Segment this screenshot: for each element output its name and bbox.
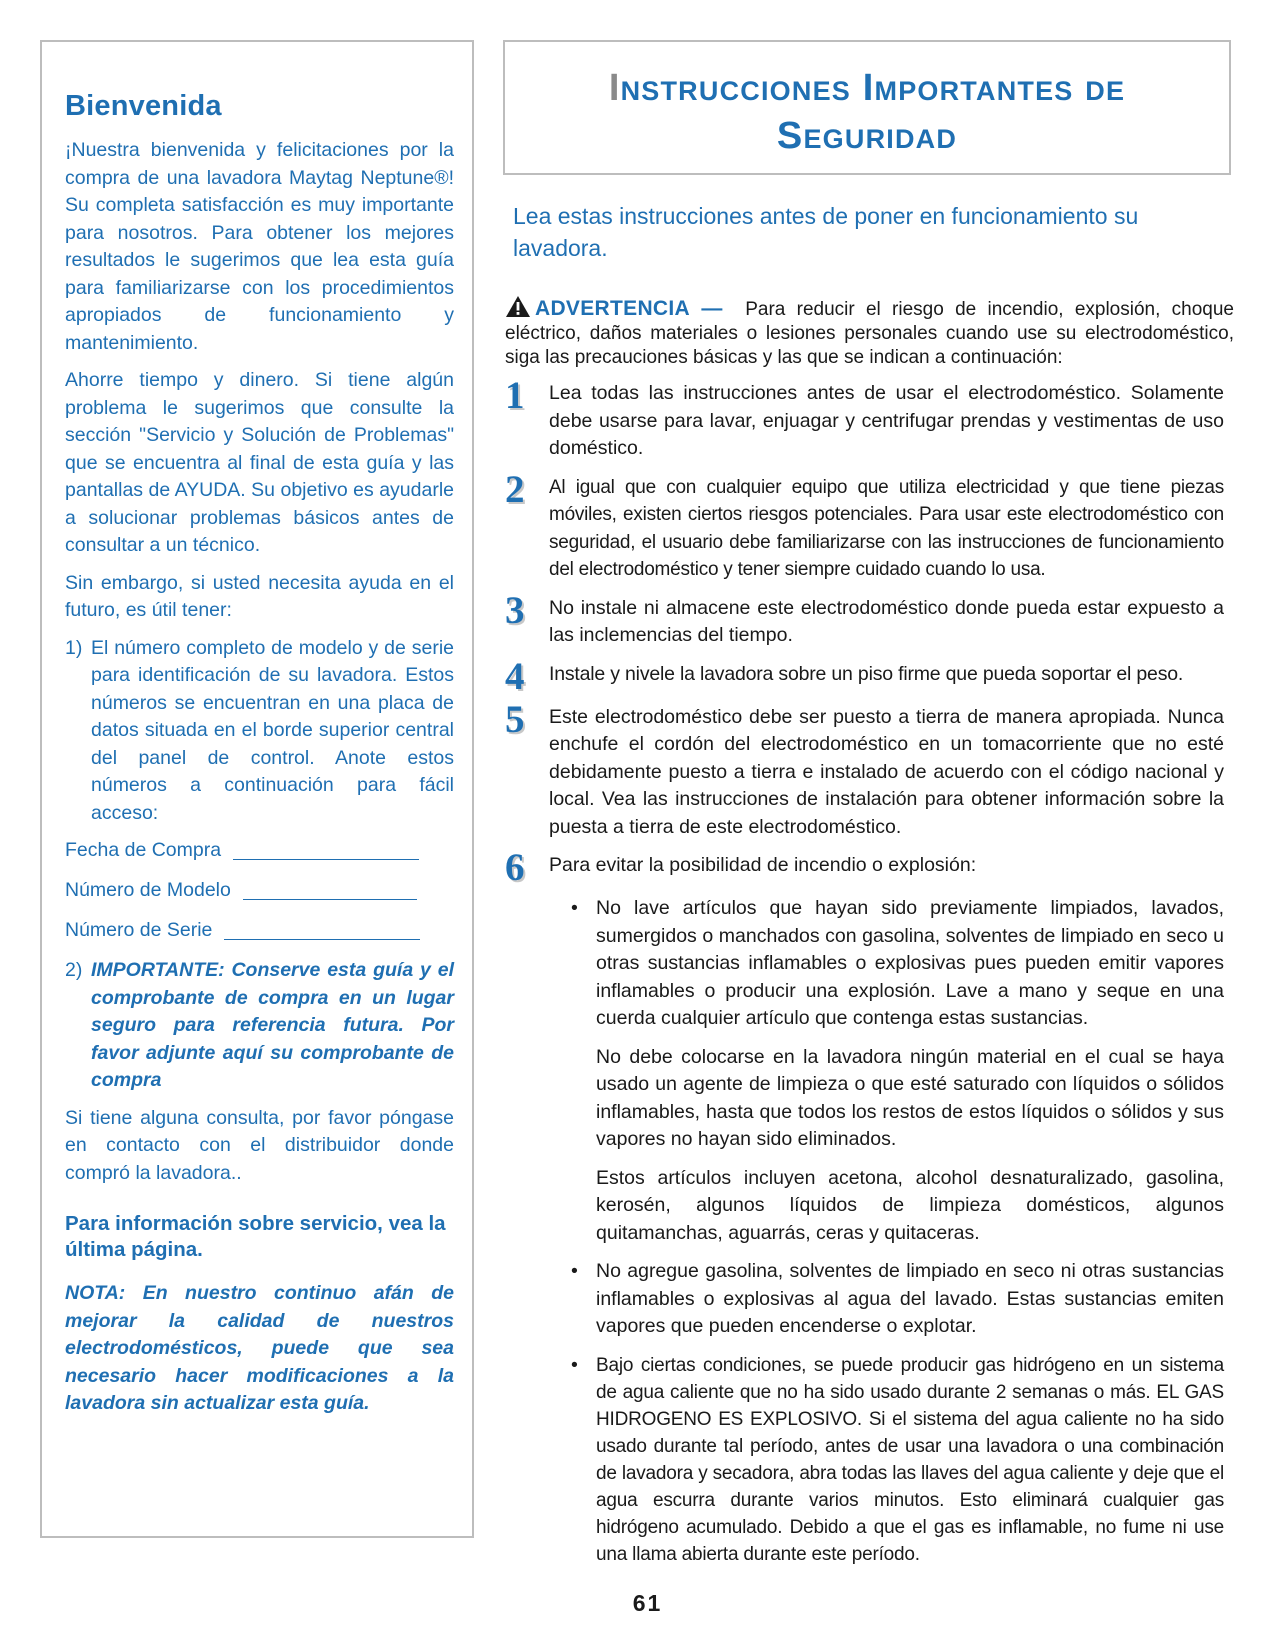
bullet-paragraph: No lave artículos que hayan sido previamente limpiados, lavados, sumergidos o manchados con gasolina, solventes de limpiado en seco u otras sustancias inflamables o explosivas pues pueden emitir vapores inflamables o producir una explosión. Lave a mano y seque en una cuerda cualquier artículo que contenga estas sustancias. <box>596 897 1224 1029</box>
bullet-paragraph: No agregue gasolina, solventes de limpiado en seco ni otras sustancias inflamables o explosivas al agua del lavado. Estas sustancias emiten vapores que pueden encenderse o explotar. <box>596 1260 1224 1337</box>
rule-item <box>505 654 1224 698</box>
rule-text: Lea todas las instrucciones antes de usar el electrodoméstico. Solamente debe usarse para lavar, enjuagar y centrifugar prendas y vestimentas de uso doméstico. <box>549 382 1224 459</box>
title-box <box>503 40 1231 175</box>
welcome-panel <box>40 40 474 1538</box>
bullet-paragraph: No debe colocarse en la lavadora ningún material en el cual se haya usado un agente de limpieza o que esté saturado con líquidos o sólidos inflamables, hasta que todos los restos de estos líquidos o sólidos y sus vapores no hayan sido eliminados. <box>596 1045 1224 1150</box>
safety-rules <box>505 374 1224 1579</box>
bullet-item <box>565 895 1224 1247</box>
subtitle: Lea estas instrucciones antes de poner en funcionamiento su lavadora. <box>513 203 1139 261</box>
rule-number: 1 <box>505 374 525 417</box>
title-initial: I <box>608 67 621 109</box>
purchase-date-field <box>65 837 454 864</box>
bullet-paragraph: Estos artículos incluyen acetona, alcohol desnaturalizado, gasolina, kerosén, algunos líquidos de limpieza domésticos, algunos quitamanchas, aguarrás, ceras y quitaceras. <box>596 1166 1224 1244</box>
rule-text: Instale y nivele la lavadora sobre un piso firme que pueda soportar el peso. <box>549 662 1184 685</box>
contact-paragraph: Si tiene alguna consulta, por favor póngase en contacto con el distribuidor donde compró la lavadora.. <box>65 1106 454 1184</box>
rule-text: Este electrodoméstico debe ser puesto a tierra de manera apropiada. Nunca enchufe el cordón del electrodoméstico en un tomacorriente que no esté debidamente puesto a tierra e instalado de acuerdo con el código nacional y local. Vea las instrucciones de instalación para obtener información sobre la puesta a tierra de este electrodoméstico. <box>549 705 1224 838</box>
rule-item <box>505 374 1224 463</box>
rule-number: 6 <box>505 846 525 889</box>
list-item-important <box>65 957 454 1095</box>
rule-number: 3 <box>505 588 525 632</box>
field-label: Número de Serie <box>65 919 213 941</box>
bullet-body <box>596 1258 1224 1341</box>
list-item-text: El número completo de modelo y de serie para identificación de su lavadora. Estos números se encuentran en una placa de datos situada en el borde superior central del panel de control. Anote estos números a continuación para fácil acceso: <box>91 636 454 824</box>
welcome-paragraph: ¡Nuestra bienvenida y felicitaciones por la compra de una lavadora Maytag Neptune®! Su completa satisfacción es muy importante para nosotros. Para obtener los mejores resultados le sugerimos que lea esta guía para familiarizarse con los procedimientos apropiados de funcionamiento y mantenimiento. <box>65 139 454 354</box>
save-time-paragraph: Ahorre tiempo y dinero. Si tiene algún problema le sugerimos que consulte la sección "Servicio y Solución de Problemas" que se encuentra al final de esta guía y las pantallas de AYUDA. Su objetivo es ayudarle a solucionar problemas básicos antes de consultar a un técnico. <box>65 369 454 556</box>
bullet-icon: • <box>571 1260 578 1282</box>
rule-item <box>505 697 1224 842</box>
warning-text: Para reducir el riesgo de incendio, explosión, choque eléctrico, daños materiales o lesiones personales cuando use su electrodoméstico, siga las precauciones básicas y las que se indican a continuación: <box>505 299 1234 368</box>
rule-item <box>505 467 1224 584</box>
purchase-date-blank <box>233 839 419 860</box>
rule-text: No instale ni almacene este electrodoméstico donde pueda estar expuesto a las inclemencias del tiempo. <box>549 596 1224 646</box>
bullet-paragraph: Bajo ciertas condiciones, se puede producir gas hidrógeno en un sistema de agua caliente que no ha sido usado durante 2 semanas o más. EL GAS HIDROGENO ES EXPLOSIVO. Si el sistema del agua caliente no ha sido usado durante tal período, antes de usar una lavadora o una combinación de lavadora y secadora, abra todas las llaves del agua caliente y deje que el agua escurra durante varios minutos. Esto eliminará cualquier gas hidrógeno acumulado. Debido a que el gas es inflamable, no fume ni use una llama abierta durante este período. <box>596 1354 1224 1565</box>
bullet-item <box>565 1258 1224 1341</box>
page-title <box>525 64 1209 160</box>
welcome-content <box>65 90 454 1418</box>
warning-paragraph <box>505 295 1234 370</box>
rule-item <box>505 846 1224 889</box>
list-item-model-serial <box>65 635 454 828</box>
bullet-body <box>596 1352 1224 1568</box>
warning-triangle-icon <box>505 295 531 318</box>
bullet-body <box>596 895 1224 1247</box>
rule-item <box>505 588 1224 650</box>
serial-number-field <box>65 917 454 944</box>
page-number: 61 <box>632 1590 663 1616</box>
model-number-blank <box>243 879 417 900</box>
rule-number: 2 <box>505 467 525 511</box>
rule-text: Al igual que con cualquier equipo que utiliza electricidad y que tiene piezas móviles, existen ciertos riesgos potenciales. Para usar este electrodoméstico con seguridad, el usuario debe familiarizarse con las instrucciones de funcionamiento del electrodoméstico y tener siempre cuidado cuando lo usa. <box>549 476 1224 580</box>
field-label: Número de Modelo <box>65 879 231 901</box>
list-item-text: IMPORTANTE: Conserve esta guía y el comprobante de compra en un lugar seguro para referencia futura. Por favor adjunte aquí su comprobante de compra <box>91 959 454 1091</box>
nota-paragraph: NOTA: En nuestro continuo afán de mejorar la calidad de nuestros electrodomésticos, puede que sea necesario hacer modificaciones a la lavadora sin actualizar esta guía. <box>65 1282 454 1414</box>
model-number-field <box>65 877 454 904</box>
welcome-title: Bienvenida <box>65 90 222 122</box>
rule-number: 4 <box>505 654 525 698</box>
rule-number: 5 <box>505 697 525 741</box>
list-item-number: 2) <box>65 959 83 981</box>
warning-label: ADVERTENCIA — <box>535 297 723 320</box>
serial-number-blank <box>224 919 420 940</box>
help-intro-paragraph: Sin embargo, si usted necesita ayuda en el futuro, es útil tener: <box>65 571 454 621</box>
bullet-item <box>565 1352 1224 1568</box>
title-rest: nstrucciones Importantes de Seguridad <box>620 67 1126 157</box>
bullet-icon: • <box>571 897 578 919</box>
field-label: Fecha de Compra <box>65 839 222 861</box>
bullet-icon: • <box>571 1353 578 1376</box>
rule-text: Para evitar la posibilidad de incendio o explosión: <box>549 854 977 876</box>
fire-prevention-bullets <box>565 895 1224 1568</box>
service-note: Para información sobre servicio, vea la última página. <box>65 1212 446 1261</box>
list-item-number: 1) <box>65 636 83 659</box>
